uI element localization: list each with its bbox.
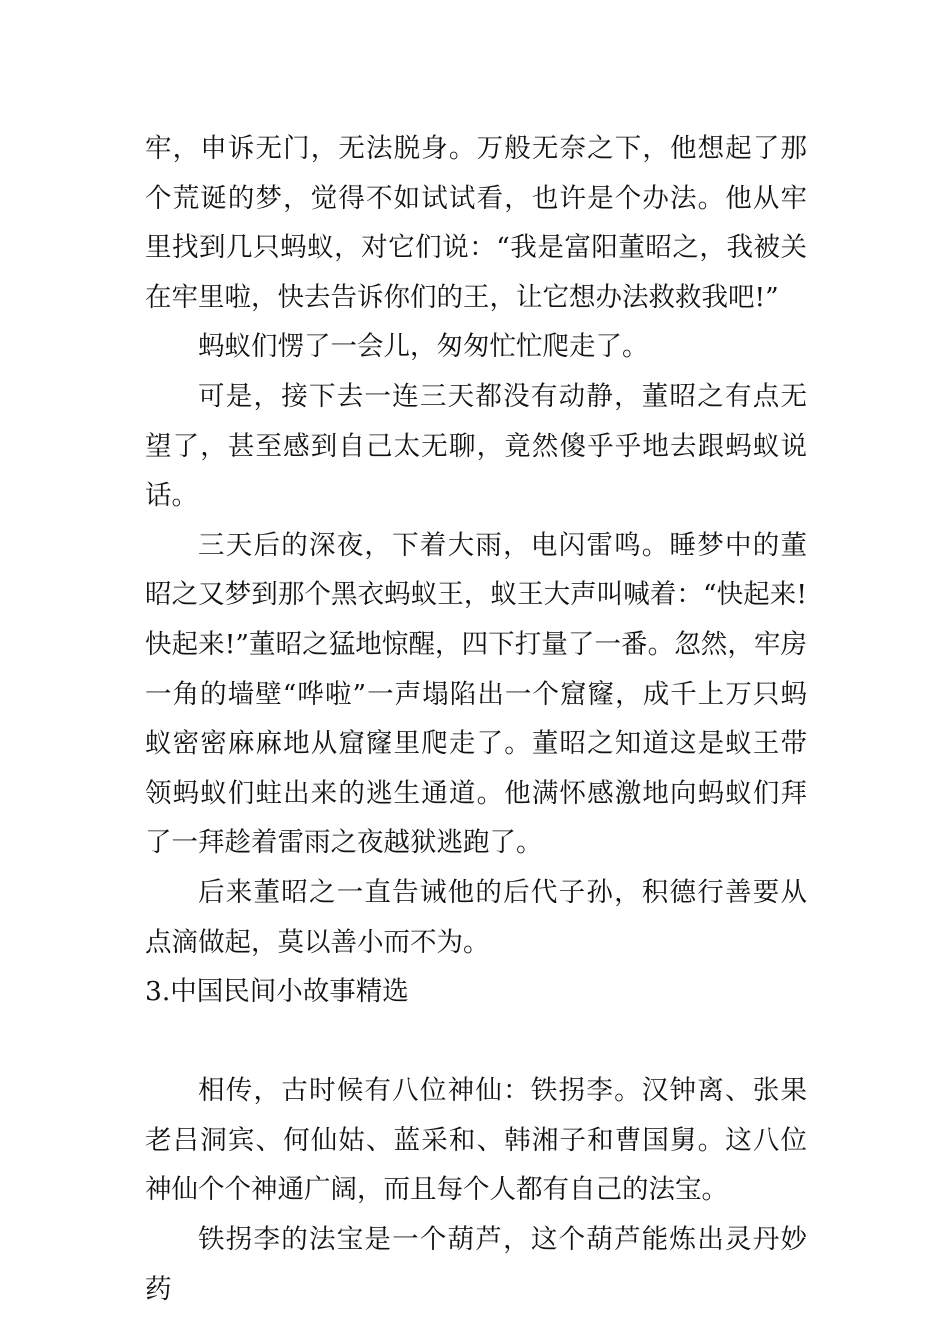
section-heading: 3.中国民间小故事精选 xyxy=(145,976,409,1008)
document-body xyxy=(145,124,807,1314)
paragraph: 三天后的深夜，下着大雨，电闪雷鸣。睡梦中的董昭之又梦到那个黑衣蚂蚁王，蚁王大声叫喊着：“快起来!快起来!”董昭之猛地惊醒，四下打量了一番。忽然，牢房一角的墙壁“哗啦”一声塌陷出一个窟窿，成千上万只蚂蚁密密麻麻地从窟窿里爬走了。董昭之知道这是蚁王带领蚂蚁们蛀出来的逃生通道。他满怀感激地向蚂蚁们拜了一拜趁着雷雨之夜越狱逃跑了。 xyxy=(145,529,807,859)
paragraph: 后来董昭之一直告诫他的后代子孙，积德行善要从点滴做起，莫以善小而不为。 xyxy=(145,876,807,958)
paragraph: 可是，接下去一连三天都没有动静，董昭之有点无望了，甚至感到自己太无聊，竟然傻乎乎地去跟蚂蚁说话。 xyxy=(145,380,807,512)
paragraph: 蚂蚁们愣了一会儿，匆匆忙忙爬走了。 xyxy=(198,331,649,363)
paragraph: 铁拐李的法宝是一个葫芦，这个葫芦能炼出灵丹妙药 xyxy=(145,1224,807,1305)
paragraph: 相传，古时候有八位神仙：铁拐李。汉钟离、张果老吕洞宾、何仙姑、蓝采和、韩湘子和曹国舅。这八位神仙个个神通广阔，而且每个人都有自己的法宝。 xyxy=(145,1075,807,1206)
blank-line xyxy=(145,1017,807,1067)
paragraph-continuation: 牢，申诉无门，无法脱身。万般无奈之下，他想起了那个荒诞的梦，觉得不如试试看，也许是个办法。他从牢里找到几只蚂蚁，对它们说：“我是富阳董昭之，我被关在牢里啦，快去告诉你们的王，让它想办法救救我吧!” xyxy=(145,133,807,313)
